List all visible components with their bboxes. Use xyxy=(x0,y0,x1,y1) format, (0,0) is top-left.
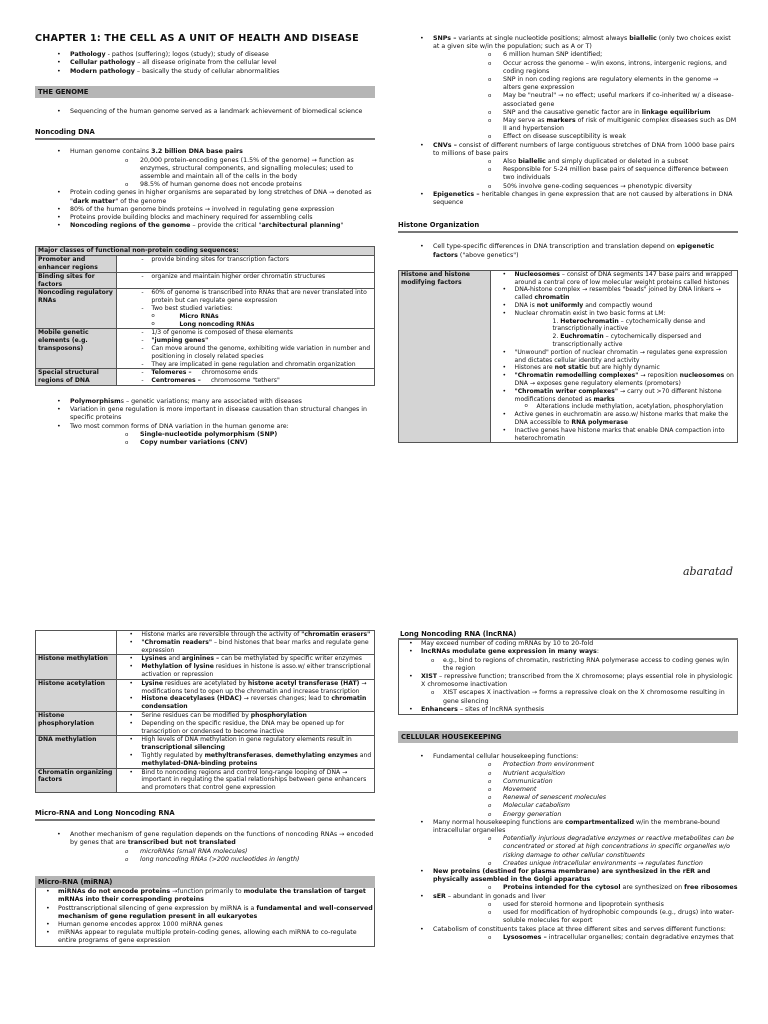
page3 xyxy=(35,630,375,947)
noncoding-item: • Proteins provide building blocks and machinery required for assembling cells xyxy=(35,214,375,222)
genome-text: • Sequencing of the human genome served as a landmark achievement of biomedical science xyxy=(35,108,375,116)
section-heading-noncoding: Noncoding DNA xyxy=(35,128,375,140)
snp-subitem: o 6 million human SNP identified; xyxy=(433,51,738,59)
function-subitem: o Movement xyxy=(433,786,738,794)
table-row: DNA methylation • High levels of DNA methylation in gene regulatory elements result in transcriptional silencing • Tightly regulated by methyltransferases, demethylating enzymes and methylated-DNA-binding proteins xyxy=(36,736,375,768)
function-subitem: o Energy generation xyxy=(433,811,738,819)
section-band-mirna: Micro-RNA (miRNA) xyxy=(35,876,375,888)
cnv-subitem: o 50% involve gene-coding sequences → phenotypic diversity xyxy=(433,183,738,191)
function-subitem: o Molecular catabolism xyxy=(433,802,738,810)
table-row: Promoter and enhancer regions - provide binding sites for transcription factors xyxy=(36,256,375,273)
intro-item: • Cellular pathology – all disease originate from the cellular level xyxy=(35,59,375,67)
housekeeping-subitem: o Creates unique intracellular environments → regulates function xyxy=(433,860,738,868)
variation-item: • Polymorphisms – genetic variations; many are associated with diseases xyxy=(35,398,375,406)
function-subitem: o Protection from environment xyxy=(433,761,738,769)
intro-list xyxy=(35,51,375,76)
mirna-subitem: o microRNAs (small RNA molecules) xyxy=(70,848,375,856)
housekeeping-item: • sER – abundant in gonads and liver o used for steroid hormone and lipoprotein synthesis o used for modification of hydrophobic compounds (e.g., drugs) into water-soluble molecules for export xyxy=(398,893,738,926)
housekeeping-item: • Many normal housekeeping functions are compartmentalized w/in the membrane-bound intracellular organelles o Potentially injurious degradative enzymes or reactive metabolites can be concentrated or stored at high concentrations in specific organelles w/o risking damage to other cellular constituents o Creates unique intracellular environments → regulates function xyxy=(398,819,738,868)
function-subitem: o Nutrient acquisition xyxy=(433,770,738,778)
variation-subitem: o Copy number variations (CNV) xyxy=(70,439,375,447)
chapter-title: CHAPTER 1: THE CELL AS A UNIT OF HEALTH AND DISEASE xyxy=(35,33,359,44)
mirna-box: • miRNAs do not encode proteins →function primarily to modulate the translation of target mRNAs into their corresponding proteins • Posttranscriptional silencing of gene expression by miRNA is a fundamental and well-conserved mechanism of gene regulation present in all eukaryotes • Human genome encodes approx 1000 miRNA genes • miRNAs appear to regulate multiple protein-coding genes, allowing each miRNA to co-regulate entire programs of gene expression xyxy=(35,888,375,946)
housekeeping-subitem: o used for steroid hormone and lipoprotein synthesis xyxy=(433,901,738,909)
cnv-subitem: o Also biallelic and simply duplicated or deleted in a subset xyxy=(433,158,738,166)
table-row: Histone acetylation • Lysine residues are acetylated by histone acetyl transferase (HAT) → modifications tend to open up the chromatin and increase transcription • Histone deacetylases (HDAC) → reverses changes; lead to chromatin condensation xyxy=(36,679,375,711)
table-row: • Histone marks are reversible through the activity of "chromatin erasers" • "Chromatin readers" – bind histones that bear marks and regulate gene expression xyxy=(36,631,375,655)
page1 xyxy=(35,35,375,447)
function-subitem: o Communication xyxy=(433,778,738,786)
noncoding-subitem: o 20,000 protein-encoding genes (1.5% of the genome) → function as enzymes, structural components, and signalling molecules; used to assemble and maintain all of the cells in the body xyxy=(70,157,375,182)
noncoding-item: • 80% of the human genome binds proteins → involved in regulating gene expression xyxy=(35,206,375,214)
page4 xyxy=(398,630,738,942)
snp-subitem: o Effect on disease susceptibility is weak xyxy=(433,133,738,141)
noncoding-subitem: o 98.5% of human genome does not encode proteins xyxy=(70,181,375,189)
noncoding-item: • Human genome contains 3.2 billion DNA base pairs o 20,000 protein-encoding genes (1.5% of the genome) → function as enzymes, structural components, and signalling molecules; used to assemble and maintain all of the cells in the body o 98.5% of human genome does not encode proteins xyxy=(35,148,375,189)
table-row: Histone phosphorylation • Serine residues can be modified by phosphorylation • Depending on the specific residue, the DNA may be opened up for transcription or condensed to become inactive xyxy=(36,711,375,735)
snp-subitem: o SNP in non coding regions are regulatory elements in the genome → alters gene expression xyxy=(433,76,738,92)
noncoding-item: • Protein coding genes in higher organisms are separated by long stretches of DNA → denoted as "dark matter" of the genome xyxy=(35,189,375,205)
housekeeping-item: • New proteins (destined for plasma membrane) are synthesized in the rER and physically assembled in the Golgi apparatus o Proteins intended for the cytosol are synthesized on free ribosomes xyxy=(398,868,738,893)
histone-item: • Cell type-specific differences in DNA transcription and translation depend on epigenetic factors ("above genetics") xyxy=(398,243,738,259)
cnv-item: • CNVs – consist of different numbers of large contiguous stretches of DNA from 1000 base pairs to millions of base pairs o Also biallelic and simply duplicated or deleted in a subset o Responsible for 5-24 million base pairs of sequence difference between two individuals o 50% involve gene-coding sequences → phenotypic diversity xyxy=(398,142,738,191)
section-band-genome: THE GENOME xyxy=(35,86,375,98)
table-row: Mobile genetic elements (e.g. transposons) - 1/3 of genome is composed of these elements - "jumping genes" - Can move around the genome, exhibiting wide variation in number and positioning in closely related species - They are implicated in gene regulation and chromatin organization xyxy=(36,329,375,369)
snp-subitem: o May serve as markers of risk of multigenic complex diseases such as DM II and hypertension xyxy=(433,117,738,133)
page2 xyxy=(398,35,738,443)
table-row: Noncoding regulatory RNAs - 60% of genome is transcribed into RNAs that are never translated into protein but can regulate gene expression - Two best studied varieties: o Micro RNAs o Long noncoding RNAs xyxy=(36,289,375,329)
table-row: Binding sites for factors - organize and maintain higher order chromatin structures xyxy=(36,272,375,289)
mirna-item: • Another mechanism of gene regulation depends on the functions of noncoding RNAs → encoded by genes that are transcribed but not translated o microRNAs (small RNA molecules) o long noncoding RNAs (>200 nucleotides in length) xyxy=(35,831,375,864)
section-heading-lncrna: Long Noncoding RNA (lncRNA) xyxy=(398,630,738,640)
noncoding-classes-table xyxy=(35,246,375,386)
housekeeping-subitem: o Proteins intended for the cytosol are synthesized on free ribosomes xyxy=(433,884,738,892)
section-heading-mirna-lncrna: Micro-RNA and Long Noncoding RNA xyxy=(35,809,375,821)
housekeeping-subitem: o Potentially injurious degradative enzymes or reactive metabolites can be concentrated or stored at high concentrations in specific organelles w/o risking damage to other cellular constituents xyxy=(433,835,738,860)
histone-table xyxy=(398,270,738,444)
table-row: Histone methylation • Lysines and arginines – can be methylated by specific writer enzymes • Methylation of lysine residues in histone is asso.w/ either transcriptional activation or repression xyxy=(36,655,375,679)
variation-item: • Variation in gene regulation is more important in disease causation than structural changes in specific proteins xyxy=(35,406,375,422)
epigenetics-item: • Epigenetics – heritable changes in gene expression that are not caused by alterations in DNA sequence xyxy=(398,191,738,207)
lncrna-box: • May exceed number of coding mRNAs by 10 to 20-fold • lncRNAs modulate gene expression in many ways: o e.g., bind to regions of chromatin, restricting RNA polymerase access to coding genes w/in the region • XIST – repressive function; transcribed from the X chromosome; plays essential role in physiologic X chromosome inactivation o XIST escapes X inactivation → forms a repressive cloak on the X chromosome resulting in gene silencing • Enhancers – sites of lncRNA synthesis xyxy=(398,640,738,715)
snp-item: • SNPs – variants at single nucleotide positions; almost always biallelic (only two choices exist at a given site w/in the population; such as A or T) o 6 million human SNP identified; o Occur across the genome – w/in exons, introns, intergenic regions, and coding regions o SNP in non coding regions are regulatory elements in the genome → alters gene expression o May be "neutral" → no effect; useful markers if co-inherited w/ a disease-associated gene o SNP and the causative genetic factor are in linkage equilibrium o May serve as markers of risk of multigenic complex diseases such as DM II and hypertension o Effect on disease susceptibility is weak xyxy=(398,35,738,142)
section-band-housekeeping: CELLULAR HOUSEKEEPING xyxy=(398,731,738,743)
cnv-subitem: o Responsible for 5-24 million base pairs of sequence difference between two individuals xyxy=(433,166,738,182)
snp-subitem: o May be "neutral" → no effect; useful markers if co-inherited w/ a disease-associated gene xyxy=(433,92,738,108)
table-row: Histone and histone modifying factors • Nucleosomes – consist of DNA segments 147 base pairs and wrapped around a central core of low molecular weight proteins called histones • DNA-histone complex → resembles "beads" joined by DNA linkers → called chromatin • DNA is not uniformly and compactly wound • Nuclear chromatin exist in two basic forms at LM: 1. Heterochromatin – cytochemically dense and transcriptionally inactive 2. Euchromatin – cytochemically dispersed and transcriptionally active • "Unwound" portion of nuclear chromatin → regulates gene expression and dictates cellular identity and activity • Histones are not static but are highly dynamic • "Chromatin remodelling complexes" → reposition nucleosomes on DNA → exposes gene regulatory elements (promoters) • "Chromatin writer complexes" → carry out >70 different histone modifications denoted as marks o Alterations include methylation, acetylation, phosphorylation • Active genes in euchromatin are asso.w/ histone marks that make the DNA accessible to RNA polymerase • Inactive genes have histone marks that enable DNA compaction into heterochromatin xyxy=(399,270,738,443)
intro-item: • Pathology - pathos (suffering); logos (study); study of disease xyxy=(35,51,375,59)
snp-subitem: o Occur across the genome – w/in exons, introns, intergenic regions, and coding regions xyxy=(433,60,738,76)
snp-subitem: o SNP and the causative genetic factor are in linkage equilibrium xyxy=(433,109,738,117)
table-caption: Major classes of functional non-protein coding sequences: xyxy=(36,247,375,256)
housekeeping-subitem: o used for modification of hydrophobic compounds (e.g., drugs) into water-soluble molecules for export xyxy=(433,909,738,925)
noncoding-item: • Noncoding regions of the genome – provide the critical "architectural planning" xyxy=(35,222,375,230)
housekeeping-item: • Fundamental cellular housekeeping functions: o Protection from environment o Nutrient acquisition o Communication o Movement o Renewal of senescent molecules o Molecular catabolism o Energy generation xyxy=(398,753,738,819)
signature: abaratad xyxy=(683,565,733,578)
section-heading-histone: Histone Organization xyxy=(398,221,738,233)
table-row: Special structural regions of DNA - Telomeres –chromosome ends - Centromeres –chromosome "tethers" xyxy=(36,369,375,386)
variation-subitem: o Single-nucleotide polymorphism (SNP) xyxy=(70,431,375,439)
intro-item: • Modern pathology – basically the study of cellular abnormalities xyxy=(35,68,375,76)
housekeeping-subitem: o Lysosomes – intracellular organelles; contain degradative enzymes that xyxy=(433,934,738,942)
histone-mod-table xyxy=(35,630,375,793)
variation-item: • Two most common forms of DNA variation in the human genome are: o Single-nucleotide polymorphism (SNP) o Copy number variations (CNV) xyxy=(35,423,375,448)
table-row: Chromatin organizing factors • Bind to noncoding regions and control long-range looping of DNA → important in regulating the spatial relationships between gene enhancers and promoters that control gene expression xyxy=(36,768,375,792)
housekeeping-item: • Catabolism of constituents takes place at three different sites and serves different functions: o Lysosomes – intracellular organelles; contain degradative enzymes that xyxy=(398,926,738,942)
mirna-subitem: o long noncoding RNAs (>200 nucleotides in length) xyxy=(70,856,375,864)
function-subitem: o Renewal of senescent molecules xyxy=(433,794,738,802)
